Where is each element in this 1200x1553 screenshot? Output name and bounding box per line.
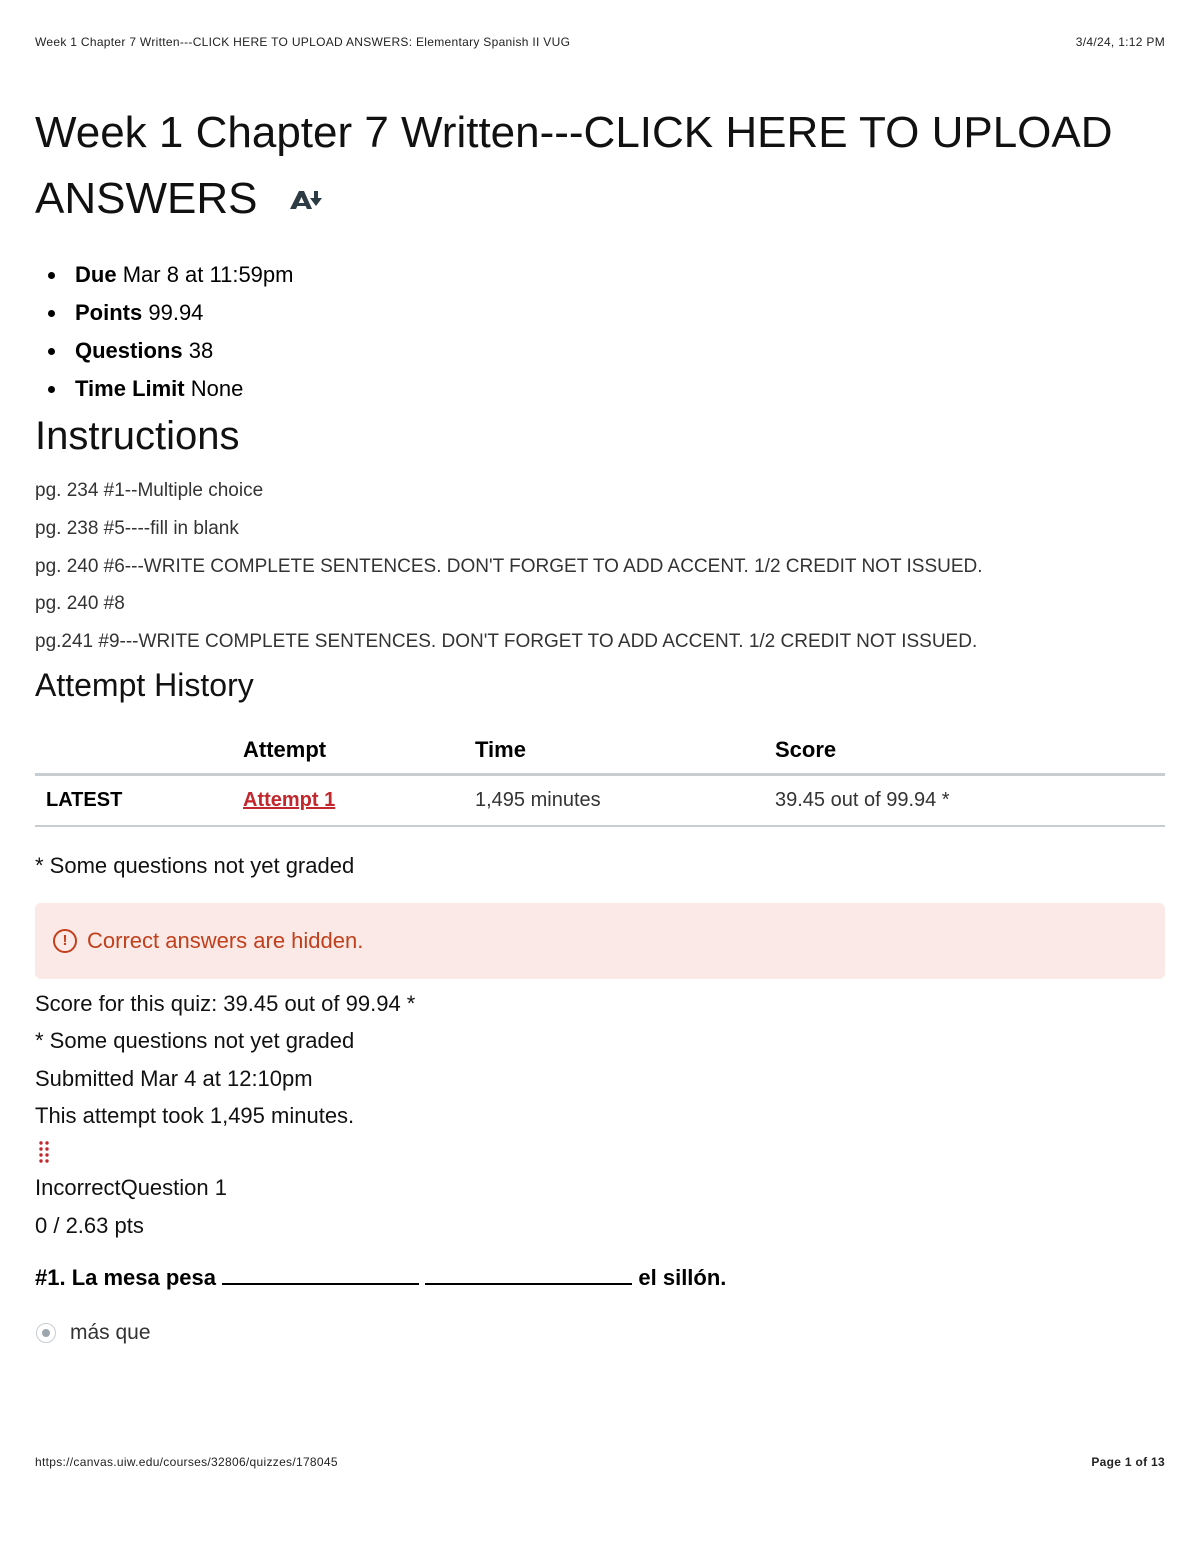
question-text: #1. La mesa pesa el sillón. xyxy=(35,1264,727,1290)
print-header-timestamp: 3/4/24, 1:12 PM xyxy=(1075,35,1165,49)
column-header xyxy=(35,735,243,775)
ungraded-note: * Some questions not yet graded xyxy=(35,852,355,878)
meta-questions: Questions 38 xyxy=(75,332,1165,370)
question-points: 0 / 2.63 pts xyxy=(35,1212,144,1238)
question-header xyxy=(35,1169,1165,1245)
meta-time-limit: Time Limit None xyxy=(75,370,1165,408)
quiz-meta-list xyxy=(35,256,1165,408)
column-header-time: Time xyxy=(475,735,775,775)
question-status: IncorrectQuestion 1 xyxy=(35,1174,227,1200)
instruction-line: pg. 240 #6---WRITE COMPLETE SENTENCES. DON'T FORGET TO ADD ACCENT. 1/2 CREDIT NOT ISSUED. xyxy=(35,555,983,577)
main-content xyxy=(35,100,1165,1345)
answer-blank xyxy=(222,1265,419,1285)
quiz-score: Score for this quiz: 39.45 out of 99.94 * xyxy=(35,990,416,1016)
submitted-time: Submitted Mar 4 at 12:10pm xyxy=(35,1065,313,1091)
page-title-line1: Week 1 Chapter 7 Written---CLICK HERE TO UPLOAD xyxy=(35,108,1113,157)
column-header-score: Score xyxy=(775,735,1165,775)
answer-blank xyxy=(425,1265,632,1285)
instructions-body xyxy=(35,472,1165,661)
attempt-history-heading: Attempt History xyxy=(35,666,254,703)
table-row xyxy=(35,774,1165,826)
radio-button[interactable] xyxy=(36,1323,56,1343)
print-footer-url: https://canvas.uiw.edu/courses/32806/quizzes/178045 xyxy=(35,1455,338,1469)
row-label: LATEST xyxy=(35,774,243,826)
summary-ungraded-note: * Some questions not yet graded xyxy=(35,1028,355,1054)
instructions-heading: Instructions xyxy=(35,414,240,459)
quiz-summary xyxy=(35,985,1165,1135)
alert-text: Correct answers are hidden. xyxy=(87,927,364,953)
answer-option-label: más que xyxy=(70,1320,151,1344)
time-cell: 1,495 minutes xyxy=(475,774,775,826)
instruction-line: pg. 240 #8 xyxy=(35,593,125,615)
instruction-line: pg.241 #9---WRITE COMPLETE SENTENCES. DON'T FORGET TO ADD ACCENT. 1/2 CREDIT NOT ISSUED. xyxy=(35,631,978,653)
attempt-cell xyxy=(243,774,475,826)
column-header-attempt: Attempt xyxy=(243,735,475,775)
exclamation-icon: ! xyxy=(53,929,77,953)
attempt-history-table xyxy=(35,735,1165,827)
score-cell: 39.45 out of 99.94 * xyxy=(775,774,1165,826)
page-number: Page 1 of 13 xyxy=(1091,1455,1165,1469)
attempt-link[interactable]: Attempt 1 xyxy=(243,788,336,811)
meta-due: Due Mar 8 at 11:59pm xyxy=(75,256,1165,294)
attempt-duration: This attempt took 1,495 minutes. xyxy=(35,1103,355,1129)
print-footer xyxy=(35,1455,1165,1469)
instruction-line: pg. 238 #5----fill in blank xyxy=(35,518,239,540)
meta-points: Points 99.94 xyxy=(75,294,1165,332)
instruction-line: pg. 234 #1--Multiple choice xyxy=(35,480,264,502)
print-header-title: Week 1 Chapter 7 Written---CLICK HERE TO UPLOAD ANSWERS: Elementary Spanish II VUG xyxy=(35,35,571,49)
answers-hidden-alert xyxy=(35,903,1165,979)
answer-option[interactable] xyxy=(35,1321,1165,1345)
page-title xyxy=(35,100,1165,234)
drag-handle-icon[interactable] xyxy=(35,1139,1165,1169)
published-icon xyxy=(288,164,324,230)
table-header-row xyxy=(35,735,1165,775)
page-title-line2: ANSWERS xyxy=(35,174,258,223)
print-header xyxy=(35,35,1165,49)
